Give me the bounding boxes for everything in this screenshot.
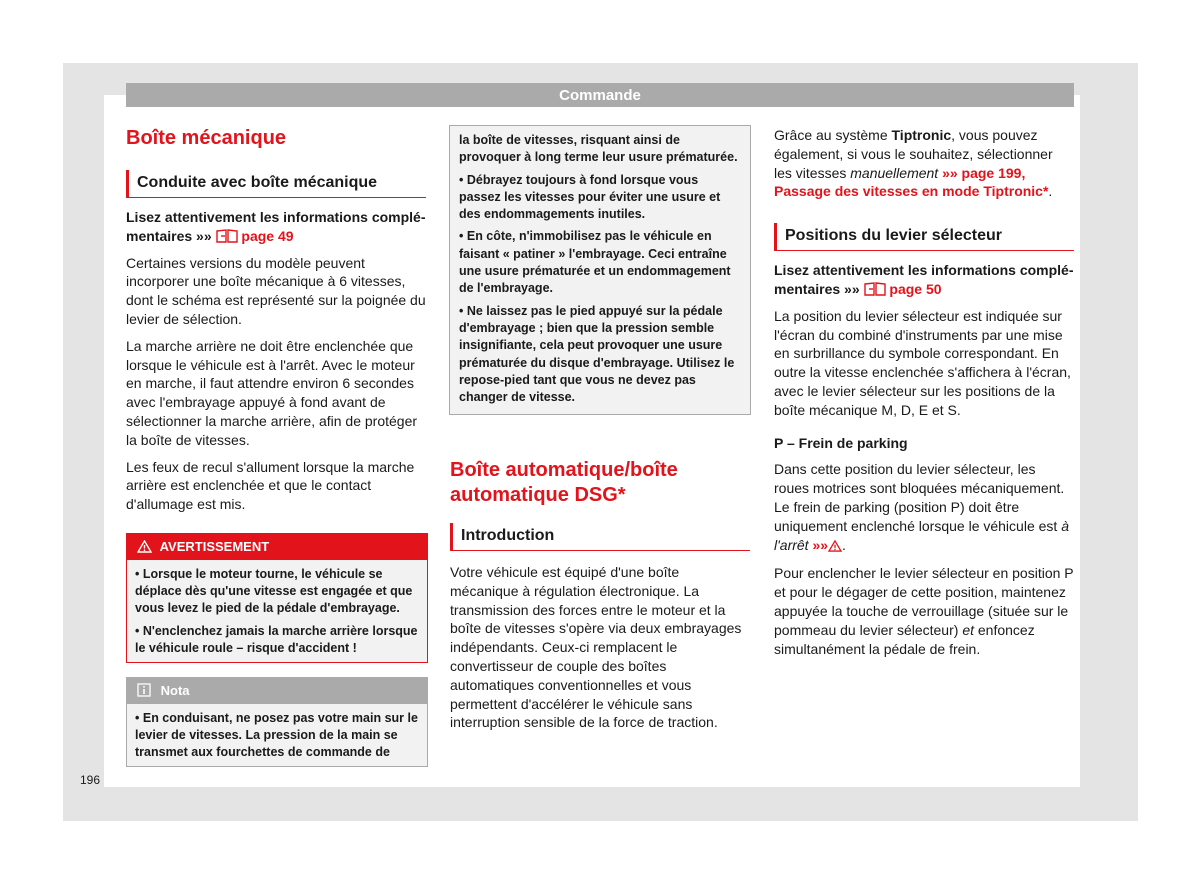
text-span: Grâce au système <box>774 127 892 143</box>
warning-body <box>127 560 427 657</box>
note-item: • Ne laissez pas le pied appuyé sur la pédale d'embrayage ; bien que la pression semble insignifiante, cela peut provoquer une usure prématurée du disque d'embrayage. Utilisez le repose-pied tant que vous ne devez pas changer de vitesse. <box>459 303 741 407</box>
warning-item: • Lorsque le moteur tourne, le véhicule se déplace dès qu'une vitesse est engagée et que vous levez le pied de la pédale d'embrayage. <box>135 566 419 617</box>
text-span: . <box>1048 183 1053 200</box>
book-icon <box>864 282 886 296</box>
read-more-note <box>126 208 426 246</box>
page-reference-link[interactable]: page 49 <box>241 227 294 244</box>
warning-box <box>126 533 428 663</box>
column-1 <box>126 126 426 522</box>
text-span: Tiptronic <box>891 127 952 143</box>
book-icon <box>216 229 238 243</box>
paragraph <box>774 460 1074 556</box>
subsection-title: Introduction <box>450 523 750 551</box>
text-span: à l'arrêt <box>774 517 1069 553</box>
read-more-text: Lisez attentivement les informations complé-mentaires <box>126 209 426 244</box>
note-item: • En conduisant, ne posez pas votre main sur le levier de vitesses. La pression de la main se transmet aux fourchettes de commande de <box>135 710 419 761</box>
read-more-text: Lisez attentivement les informations complé-mentaires <box>774 262 1074 297</box>
paragraph: La marche arrière ne doit être enclenchée que lorsque le véhicule est à l'arrêt. Avec le moteur en marche, il faut attendre environ 6 secondes avec l'embrayage appuyé à fond avant de sélectionner la marche arrière, afin de protéger la boîte de vitesses. <box>126 337 418 448</box>
subsection-title: Conduite avec boîte mécanique <box>126 170 426 198</box>
note-body <box>127 704 427 761</box>
column-2 <box>450 458 750 740</box>
text-span: enfoncez simultanément la pédale de frein. <box>774 621 1035 657</box>
section-title: Boîte automatique/boîte automatique DSG* <box>450 459 678 506</box>
read-more-arrows: »» <box>844 280 860 297</box>
read-more-arrows: »» <box>196 227 212 244</box>
paragraph: Votre véhicule est équipé d'une boîte mécanique à régulation électronique. La transmission des forces entre le moteur et la boîte de vitesses s'opère via deux embrayages indépendants. Ceux-ci remplacent le convertisseur de couple des boîtes automatiques conventionnelles et vous permettent d'accélérer le véhicule sans interruption sensible de la force de traction. <box>450 564 742 731</box>
note-continued-box <box>449 125 751 415</box>
warning-item: • N'enclenchez jamais la marche arrière lorsque le véhicule roule – risque d'accident ! <box>135 623 419 657</box>
note-label: Nota <box>160 683 190 698</box>
warning-triangle-icon <box>828 538 842 557</box>
note-continued-body <box>450 126 750 406</box>
paragraph: Les feux de recul s'allument lorsque la marche arrière est enclenchée et que le contact d'allumage est mis. <box>126 458 415 513</box>
text-span: . <box>842 536 846 553</box>
paragraph: Certaines versions du modèle peuvent incorporer une boîte mécanique à 6 vitesses, dont le schéma est représenté sur la poignée du levier de sélection. <box>126 254 426 327</box>
text-span: et <box>962 621 974 638</box>
text-span: manuellement <box>850 164 939 181</box>
note-continued-text: la boîte de vitesses, risquant ainsi de provoquer à long terme leur usure prématurée. <box>459 133 738 165</box>
warning-triangle-icon <box>137 536 152 562</box>
paragraph-heading: P – Frein de parking <box>774 434 908 451</box>
note-item: • En côte, n'immobilisez pas le véhicule en faisant « patiner » l'embrayage. Ceci entraîne une usure prématurée et un endommagement de l'embrayage. <box>459 228 741 297</box>
text-span: Dans cette position du levier sélecteur, les roues motrices sont bloquées mécaniquement. Le frein de parking (position P) doit être uniquement enclenché lorsque le véhicule est <box>774 461 1065 534</box>
page-number: 196 <box>80 773 101 787</box>
paragraph <box>774 564 1074 658</box>
section-title: Boîte mécanique <box>126 127 287 149</box>
note-item: • Débrayez toujours à fond lorsque vous passez les vitesses pour éviter une usure et des endommagements inutiles. <box>459 172 741 224</box>
page-reference-link[interactable]: »» page 199, Passage des vitesses en mode Tiptronic* <box>774 164 1049 200</box>
text-span: Pour enclencher le levier sélecteur en position P et pour le dégager de cette position, maintenez appuyée la touche de verrouillage (située sur le pommeau du levier sélecteur) <box>774 565 1074 638</box>
subsection-title: Positions du levier sélecteur <box>774 223 1074 251</box>
tiptronic-paragraph <box>774 126 1074 201</box>
warning-reference-link[interactable]: »» <box>812 536 829 553</box>
note-header <box>127 678 427 704</box>
text-span: , vous pouvez également, si vous le souhaitez, sélectionner les vitesses <box>774 127 1053 181</box>
paragraph: La position du levier sélecteur est indiquée sur l'écran du combiné d'instruments par une mise en surbrillance du symbole correspondant. En outre la vitesse enclenchée s'affichera à l'écran, avec le levier sélecteur sur les positions de la boîte mécanique M, D, E et S. <box>774 307 1071 418</box>
read-more-note <box>774 261 1074 299</box>
note-box <box>126 677 428 767</box>
page-reference-link[interactable]: page 50 <box>889 280 942 297</box>
info-icon <box>137 680 151 706</box>
column-3 <box>774 126 1074 666</box>
section-header: Commande <box>126 83 1074 107</box>
warning-label: AVERTISSEMENT <box>159 539 270 554</box>
warning-header <box>127 534 427 560</box>
